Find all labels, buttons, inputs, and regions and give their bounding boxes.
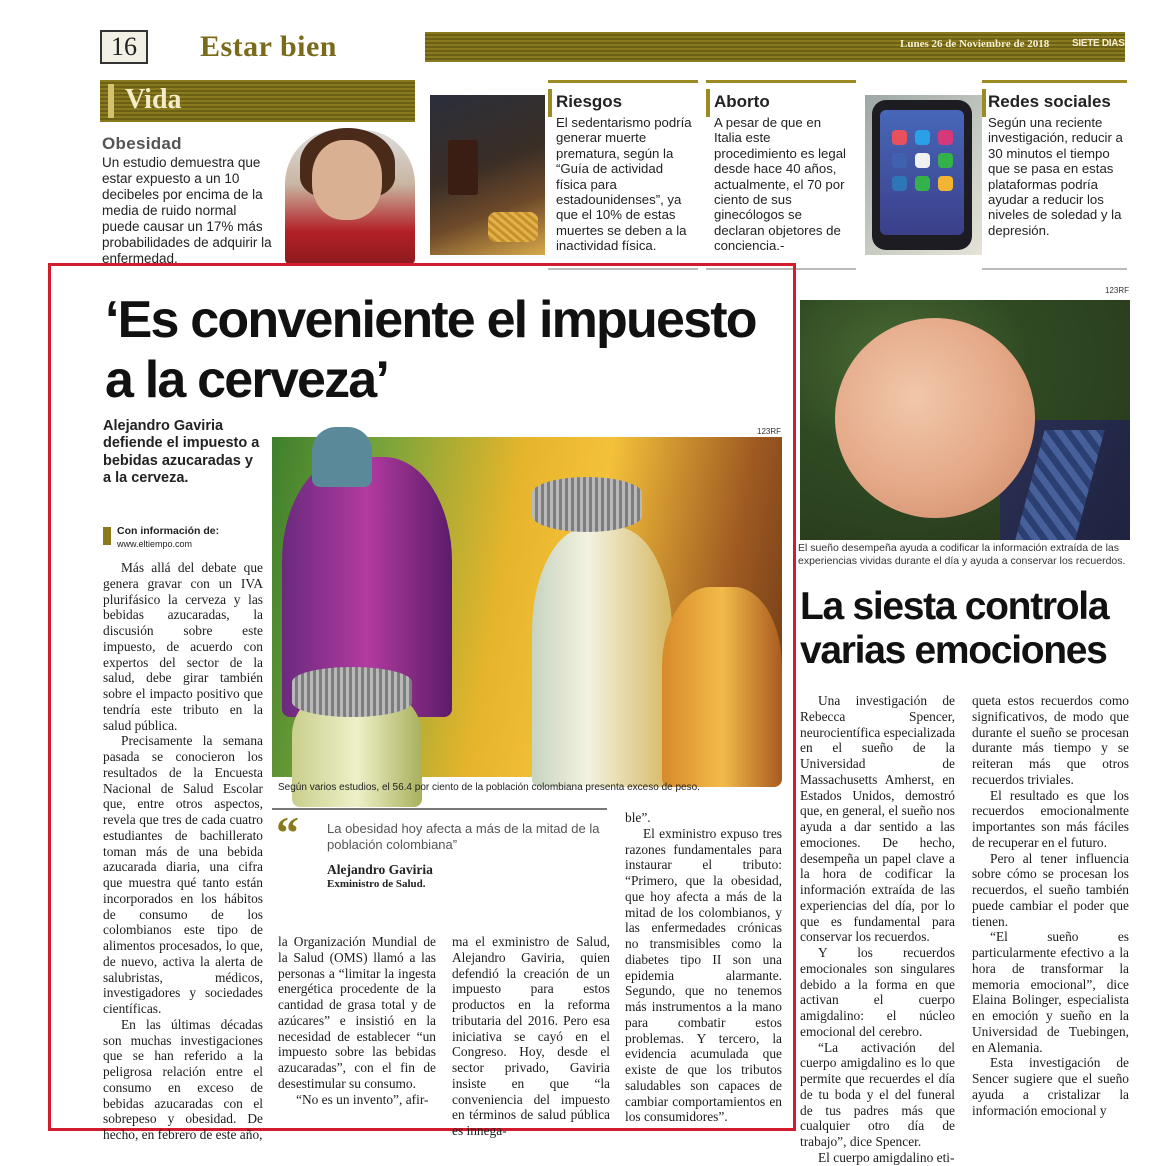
app-icon <box>938 176 953 191</box>
teaser-text: A pesar de que en Italia este procedimiento es legal desde hace 40 años, actualmente, el 70 por ciento de sus ginecólogos se declaran objetores de conciencia.- <box>714 115 846 254</box>
paragraph: queta estos recuerdos como significativos, de modo que durante el sueño se procesan durante más tiempo y se reiteran más que otros recuerdos triviales. <box>972 693 1129 787</box>
woman-face <box>312 140 382 220</box>
main-column-4 <box>625 810 782 1125</box>
paragraph: Y los recuerdos emocionales son singulares debido a la forma en que activan el cuerpo amigdalino: el núcleo emocional del cerebro. <box>800 945 955 1039</box>
paragraph: Esta investigación de Sencer sugiere que el sueño ayuda a cristalizar la información emocional y <box>972 1055 1129 1118</box>
bottle-cap <box>532 477 642 532</box>
siesta-headline: La siesta controla varias emociones <box>800 585 1109 672</box>
app-icon <box>915 130 930 145</box>
paragraph: “La activación del cuerpo amigdalino es lo que permite que recuerdes el día de tu boda y el del funeral de tus padres más que cualquier otro día de trabajo”, dice Spencer. <box>800 1039 955 1149</box>
paragraph: “El sueño es particularmente efectivo a la hora de transformar la memoria emocional”, dice Elaina Bolinger, especialista en emoción y sueño en la Universidad de Tuebingen, en Alemania. <box>972 929 1129 1055</box>
pull-quote-role: Exministro de Salud. <box>327 878 426 890</box>
teaser-redes-sociales <box>982 80 1127 270</box>
main-column-2 <box>278 934 436 1114</box>
fries <box>488 212 538 242</box>
section-title <box>150 30 415 64</box>
siesta-column-2 <box>972 693 1129 1118</box>
app-icon <box>915 153 930 168</box>
main-headline: ‘Es conveniente el impuesto a la cerveza’ <box>105 291 756 409</box>
photo-credit: 123RF <box>757 427 782 436</box>
paragraph: Una investigación de Rebecca Spencer, neurocientífica especializada en el sueño de la Universidad de Massachusetts Amherst, en Estados Unidos, demostró que, en general, el sueño nos ayuda a dar sentido a las emociones. De hecho, desempeña un papel clave a la hora de codificar la información extraída de las experiencias del día, por lo que es fundamental para conservar los recuerdos. <box>800 693 956 945</box>
vida-banner <box>100 80 415 122</box>
info-marker <box>103 527 111 545</box>
app-icon <box>915 176 930 191</box>
pull-quote-author: Alejandro Gaviria <box>327 862 433 877</box>
section-title-text: Estar bien <box>200 30 337 63</box>
app-icon <box>892 153 907 168</box>
issue-date: Lunes 26 de Noviembre de 2018 <box>900 38 1050 50</box>
paragraph: “No es un invento”, afir- <box>296 1091 429 1107</box>
siesta-column-1 <box>800 693 956 1165</box>
teaser-aborto <box>706 80 856 270</box>
vida-label: Vida <box>125 84 182 115</box>
paragraph: Pero al tener influencia sobre cómo se procesan los recuerdos, el sueño también puede cambiar el poder que tienen. <box>972 850 1129 929</box>
phone-screen <box>880 110 964 235</box>
info-label: Con información de: <box>117 525 220 537</box>
app-grid <box>880 110 964 211</box>
obesidad-text: Un estudio demuestra que estar expuesto a un 10 decibeles por encima de la media de ruido normal puede causar un 17% más probabilidades de adquirir la enfermedad. <box>102 155 272 266</box>
paragraph: El resultado es que los recuerdos emocionalmente importantes son más fáciles de recuperar en el futuro. <box>972 787 1129 850</box>
bottle-neck <box>312 427 372 487</box>
paragraph: la Organización Mundial de la Salud (OMS) llamó a las personas a “limitar la ingesta energética procedente de la cantidad de grasa total y de azúcares” e insistió en la necesidad de establecer “un impuesto sobre las bebidas azucaradas”, con el fin de desestimular su consumo. <box>278 934 436 1091</box>
teaser-title: Aborto <box>714 92 770 111</box>
soda-glass <box>448 140 478 195</box>
photo-credit: 123RF <box>1105 286 1130 295</box>
obesidad-title: Obesidad <box>102 134 182 153</box>
clear-bottle <box>532 527 672 787</box>
info-url: www.eltiempo.com <box>117 539 193 549</box>
teaser-text: El sedentarismo podría generar muerte prematura, según la “Guía de actividad física para estadounidenses”, ya que el 10% de estas muertes se deben a la inactividad física. <box>556 115 692 254</box>
paragraph: Más allá del debate que genera gravar con un IVA plurifásico la cerveza y las bebidas azucaradas, la discusión sobre este impuesto, de acuerdo con expertos del sector de la salud, debe girar también sobre el impacto positivo que tendría este tributo en la salud pública. <box>103 560 263 733</box>
page-number: 16 <box>100 30 148 64</box>
pull-quote-text: La obesidad hoy afecta a más de la mitad de la población colombiana” <box>327 821 600 852</box>
teaser-riesgos <box>548 80 698 270</box>
app-icon <box>938 130 953 145</box>
teaser-text: Según una reciente investigación, reducir a 30 minutos el tiempo que se pasa en estas plataformas podría ayudar a reducir los niveles de soledad y la depresión. <box>988 115 1123 238</box>
paragraph: El cuerpo amigdalino eti- <box>818 1149 955 1165</box>
bottle-cap <box>292 667 412 717</box>
paragraph: ble”. <box>625 810 651 825</box>
app-icon <box>938 153 953 168</box>
app-icon <box>892 176 907 191</box>
paragraph: Precisamente la semana pasada se conocieron los resultados de la Encuesta Nacional de Salud Escolar que, entre otros aspectos, revela que tres de cada cuatro estudiantes de bachillerato toman más de una bebida azucarada diaria, una cifra que muestra qué tanto están incorporados en los hábitos de consumo de los colombianos este tipo de alimentos procesados, lo que, de nuevo, activa la alerta de salubristas, médicos, investigadores y sociedades científicas. <box>103 733 263 1016</box>
sleeping-man-head <box>835 318 1035 518</box>
paragraph: En las últimas décadas son muchas investigaciones que se han referido a la peligrosa relación entre el consumo en exceso de bebidas azucaradas con el sobrepeso y obesidad. De hecho, en febrero de este año, <box>103 1016 263 1142</box>
main-photo-caption: Según varios estudios, el 56.4 por ciento de la población colombiana presenta exceso de peso. <box>278 782 700 793</box>
main-column-1 <box>103 560 263 1142</box>
main-subhead: Alejandro Gaviria defiende el impuesto a bebidas azucaradas y a la cerveza. <box>103 418 260 486</box>
newspaper-name: SIETE DIAS <box>1072 38 1125 49</box>
paragraph: El exministro expuso tres razones fundamentales para instaurar el tributo: “Primero, que la obesidad, que hoy afecta a más de la mitad de los colombianos, y las enfermedades crónicas no transmisibles como la diabetes tipo II son una epidemia alarmante. Segundo, que no tenemos más instrumentos a la mano para combatir estos problemas. Y tercero, la evidencia acumulada que existe de que los tributos saludables son capaces de cambiar comportamientos en los consumidores”. <box>625 825 782 1125</box>
amber-bottle <box>662 587 782 787</box>
bottles-photo <box>272 437 782 777</box>
app-icon <box>892 130 907 145</box>
paragraph: ma el exministro de Salud, Alejandro Gaviria, quien defendió la creación de un impuesto para estos productos en la reforma tributaria del 2016. Pero esa iniciativa se cayó en el Congreso. Hoy, desde el sector privado, Gaviria insiste en que “la conveniencia del impuesto en términos de salud pública es innega- <box>452 934 610 1138</box>
quote-mark-icon: “ <box>276 807 299 858</box>
main-column-3 <box>452 934 610 1138</box>
teaser-title: Redes sociales <box>988 92 1111 111</box>
siesta-photo-caption: El sueño desempeña ayuda a codificar la información extraída de las experiencias vividas durante el día y ayuda a conservar los recuerdos. <box>798 542 1126 567</box>
teaser-title: Riesgos <box>556 92 623 111</box>
